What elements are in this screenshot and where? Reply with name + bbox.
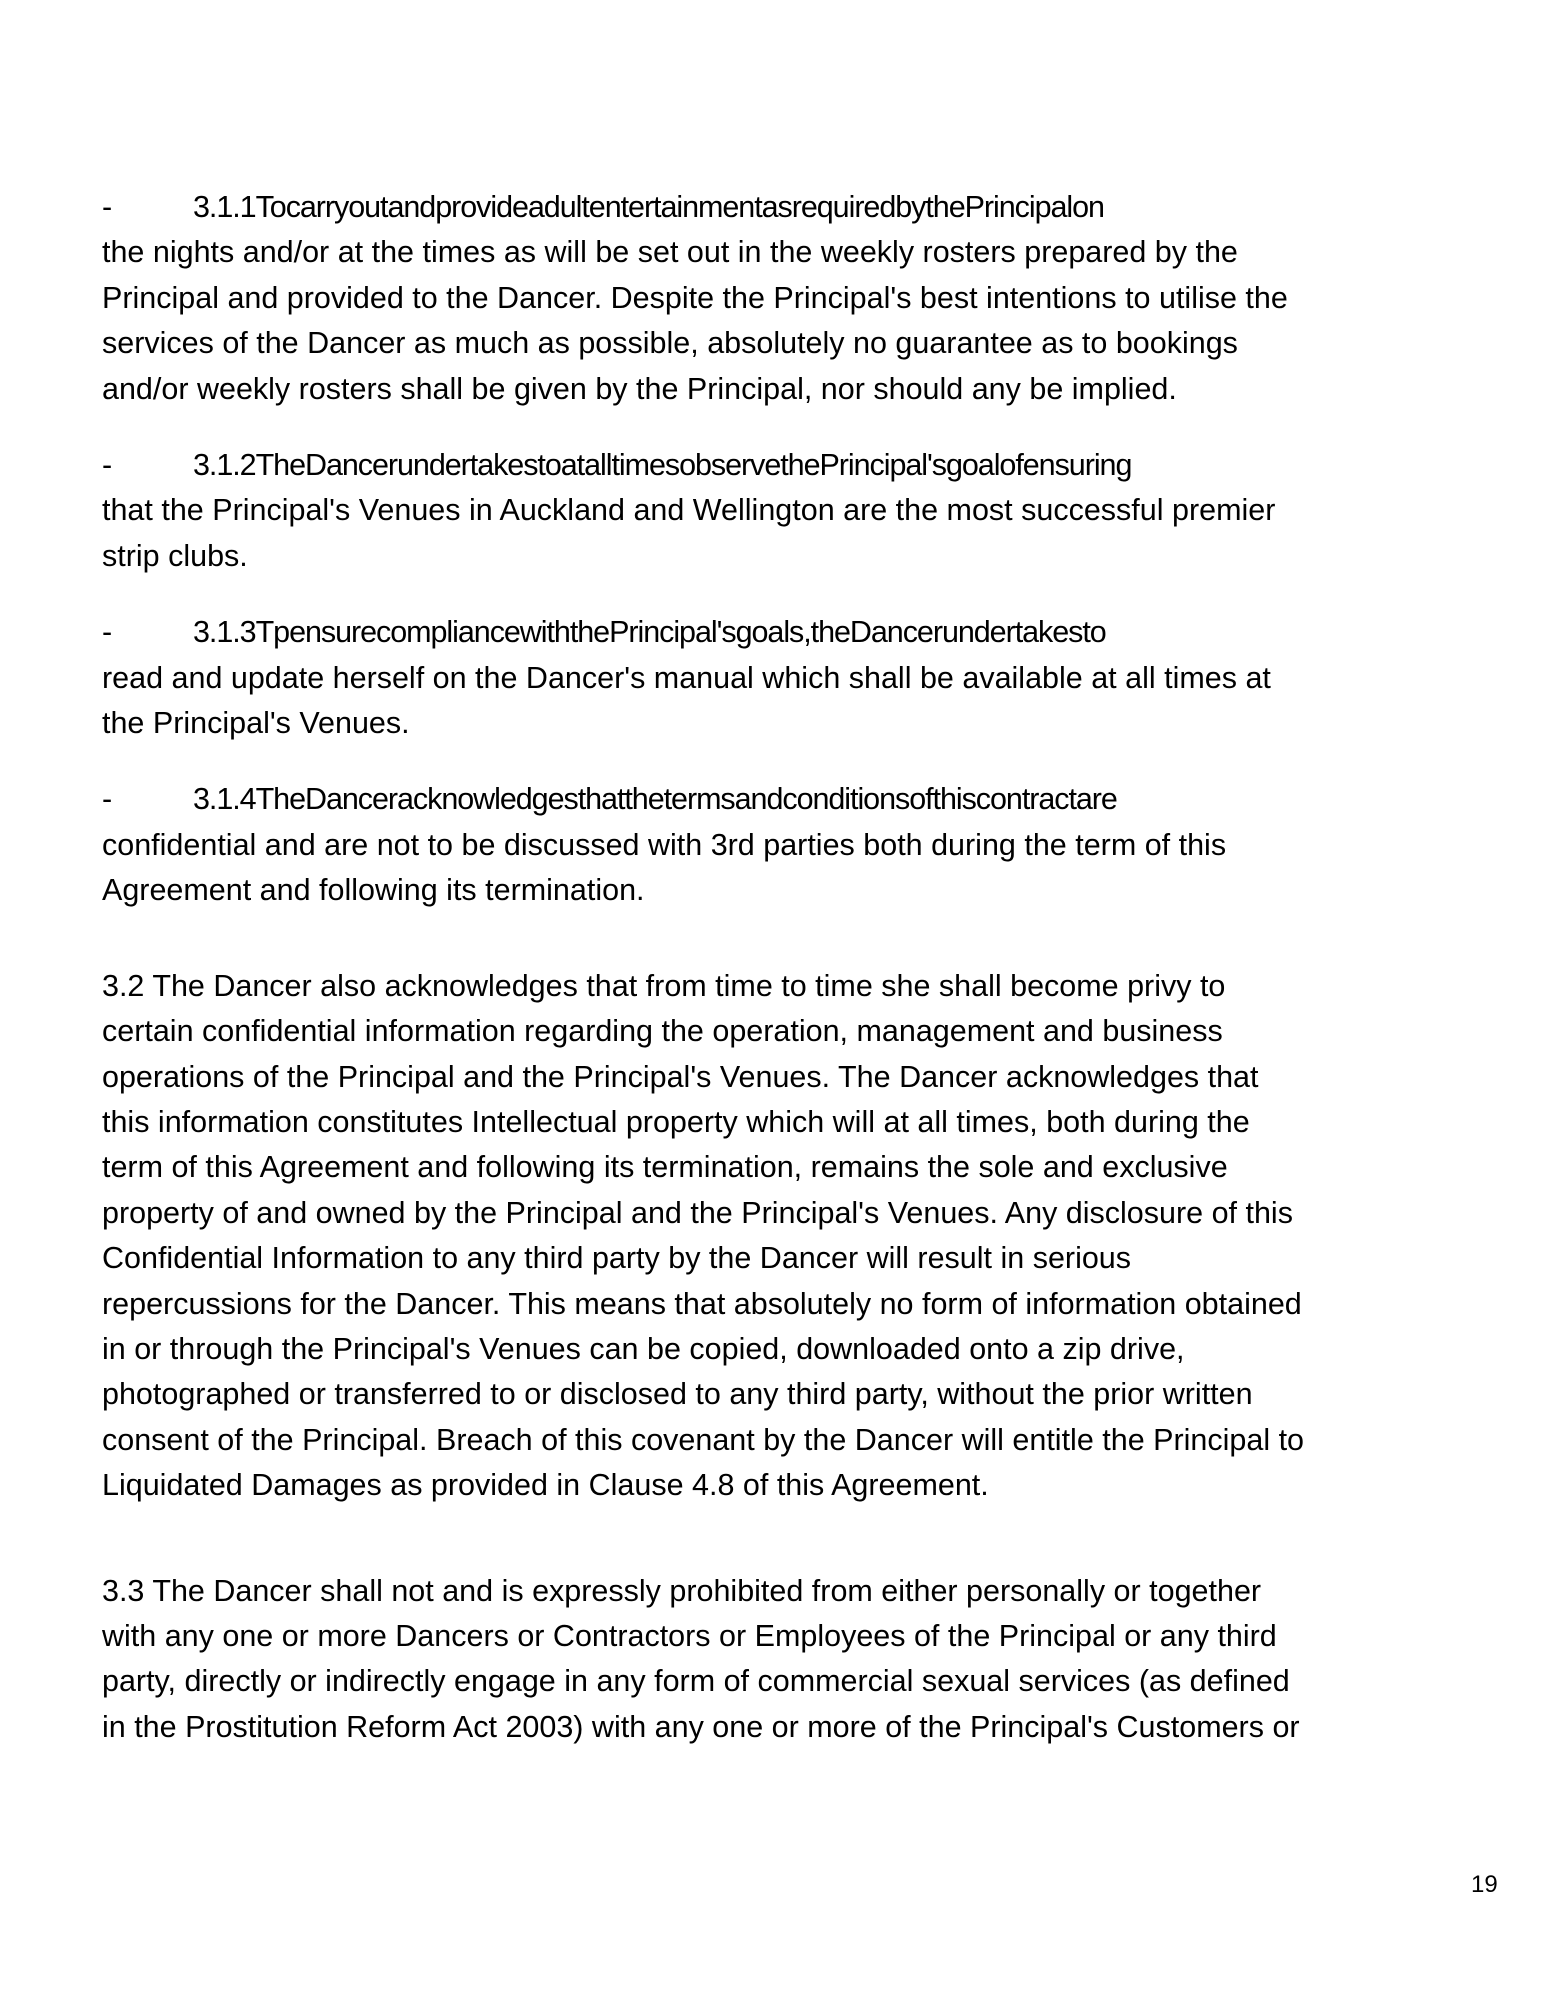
clause-heading-line [102,610,1502,655]
clause-heading-line [102,777,1502,822]
clause-3-1-4 [102,777,1502,913]
text-line: property of and owned by the Principal and the Principal's Venues. Any disclosure of this [102,1195,1293,1230]
text-line: strip clubs. [102,538,248,573]
text-line: read and update herself on the Dancer's manual which shall be available at all times at [102,660,1271,695]
paragraph-spacer [102,412,1502,443]
dash-bullet-icon: - [102,615,113,650]
text-line: Principal and provided to the Dancer. Despite the Principal's best intentions to utilise the [102,280,1288,315]
section-3-2 [102,964,1502,1509]
text-line: Confidential Information to any third party by the Dancer will result in serious [102,1241,1132,1276]
text-line: 3.2 The Dancer also acknowledges that from time to time she shall become privy to [102,968,1226,1003]
text-line: and/or weekly rosters shall be given by the Principal, nor should any be implied. [102,371,1177,406]
dash-bullet-icon: - [102,448,113,483]
paragraph-spacer [102,1509,1502,1569]
clause-3-1-2 [102,443,1502,579]
clause-3-1-3 [102,610,1502,746]
text-line: confidential and are not to be discussed with 3rd parties both during the term of this [102,827,1227,862]
paragraph-spacer [102,914,1502,964]
clause-heading-text: 3.1.3TpensurecompliancewiththePrincipal'sgoals,theDancerundertakesto [193,615,1106,650]
page-number: 19 [1471,1871,1498,1898]
text-line: with any one or more Dancers or Contractors or Employees of the Principal or any third [102,1618,1277,1653]
text-line: that the Principal's Venues in Auckland and Wellington are the most successful premier [102,493,1276,528]
clause-heading-text: 3.1.2TheDancerundertakestoatalltimesobservethePrincipal'sgoalofensuring [193,448,1132,483]
text-line: 3.3 The Dancer shall not and is expressly prohibited from either personally or together [102,1573,1262,1608]
text-line: certain confidential information regarding the operation, management and business [102,1014,1223,1049]
clause-heading-line [102,185,1502,230]
text-line: in the Prostitution Reform Act 2003) with any one or more of the Principal's Customers or [102,1709,1300,1744]
paragraph-spacer [102,579,1502,610]
text-line: photographed or transferred to or disclosed to any third party, without the prior written [102,1377,1253,1412]
text-line: the nights and/or at the times as will be set out in the weekly rosters prepared by the [102,235,1238,270]
page-body [102,185,1502,1750]
dash-bullet-icon: - [102,190,113,224]
text-line: consent of the Principal. Breach of this covenant by the Dancer will entitle the Principal to [102,1422,1305,1457]
dash-bullet-icon: - [102,782,113,817]
text-line: the Principal's Venues. [102,706,410,741]
text-line: this information constitutes Intellectual property which will at all times, both during the [102,1104,1250,1139]
text-line: Liquidated Damages as provided in Clause 4.8 of this Agreement. [102,1468,989,1503]
text-line: party, directly or indirectly engage in any form of commercial sexual services (as defined [102,1664,1290,1699]
clause-heading-text: 3.1.4TheDanceracknowledgesthatthetermsandconditionsofthiscontractare [193,782,1117,817]
paragraph-spacer [102,746,1502,777]
clause-heading-line [102,443,1502,488]
text-line: operations of the Principal and the Principal's Venues. The Dancer acknowledges that [102,1059,1259,1094]
text-line: in or through the Principal's Venues can be copied, downloaded onto a zip drive, [102,1331,1185,1366]
clause-heading-text: 3.1.1TocarryoutandprovideadultentertainmentasrequiredbythePrincipalon [193,190,1104,224]
clause-3-1-1 [102,185,1502,412]
text-line: repercussions for the Dancer. This means that absolutely no form of information obtained [102,1286,1302,1321]
section-3-3 [102,1569,1502,1751]
text-line: term of this Agreement and following its termination, remains the sole and exclusive [102,1150,1228,1185]
text-line: Agreement and following its termination. [102,873,645,908]
text-line: services of the Dancer as much as possible, absolutely no guarantee as to bookings [102,326,1238,361]
